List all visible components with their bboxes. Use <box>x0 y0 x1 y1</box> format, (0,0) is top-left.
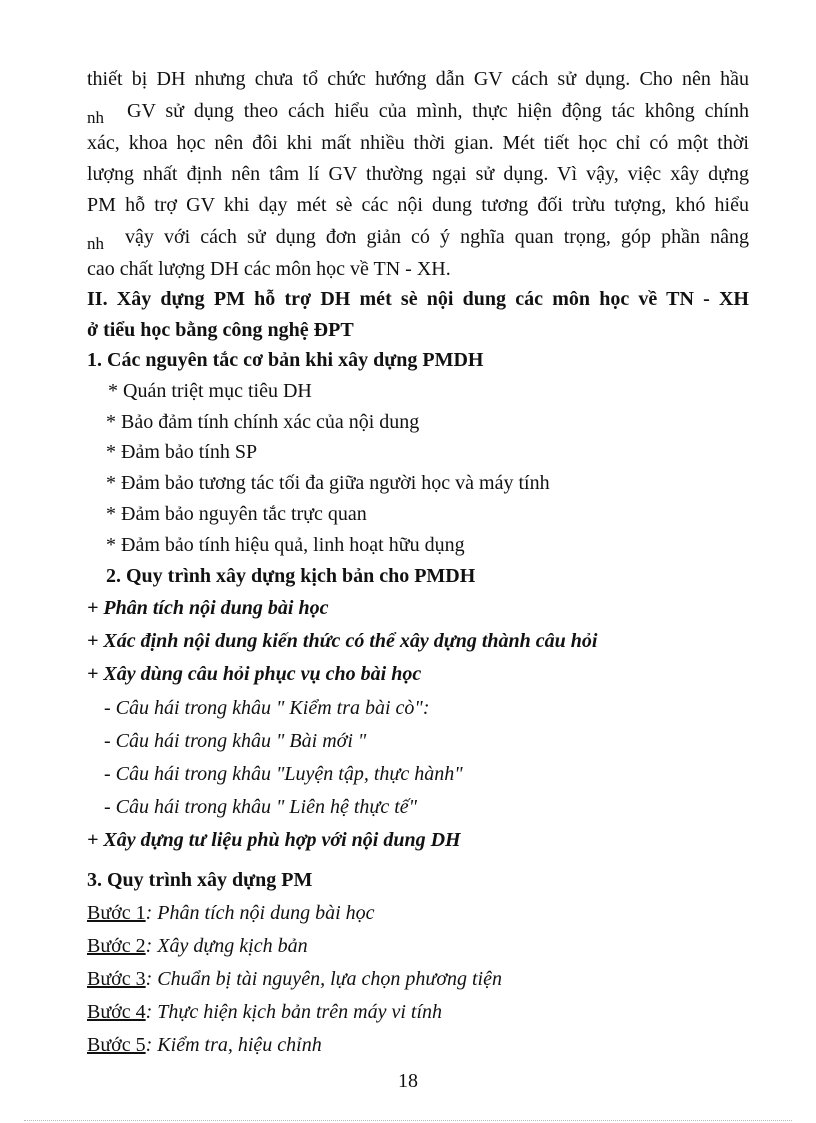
question-item: - Câu hái trong khâu " Bài mới " <box>104 730 367 752</box>
principle-item: * Đảm bảo tương tác tối đa giữa người học và máy tính <box>106 472 550 494</box>
intro-line-2-prefix: nh <box>87 108 104 127</box>
question-item: - Câu hái trong khâu " Kiểm tra bài cò": <box>104 697 430 719</box>
question-item: - Câu hái trong khâu " Liên hệ thực tế" <box>104 796 418 818</box>
step-label: Bước 2 <box>87 935 146 957</box>
intro-line-6-prefix: nh <box>87 234 104 253</box>
step-row <box>87 998 442 1026</box>
principle-item: * Đảm bảo tính hiệu quả, linh hoạt hữu dụng <box>106 534 465 556</box>
step-label: Bước 5 <box>87 1034 146 1056</box>
principle-item: * Đảm bảo nguyên tắc trực quan <box>106 503 367 525</box>
step-row <box>87 965 502 993</box>
sub2-point-1: + Phân tích nội dung bài học <box>87 597 329 619</box>
intro-line-6 <box>87 223 749 252</box>
step-text: : Phân tích nội dung bài học <box>145 902 375 924</box>
page-number: 18 <box>398 1070 418 1092</box>
question-item: - Câu hái trong khâu "Luyện tập, thực hành" <box>104 763 463 785</box>
intro-line-2 <box>87 97 749 126</box>
section-ii-heading-line-2: ở tiểu học bằng công nghệ ĐPT <box>87 319 354 341</box>
principle-item: * Bảo đảm tính chính xác của nội dung <box>106 411 420 433</box>
principle-item: * Quán triệt mục tiêu DH <box>108 380 312 402</box>
step-label: Bước 1 <box>87 902 146 924</box>
sub2-point-3: + Xây dùng câu hỏi phục vụ cho bài học <box>87 663 422 685</box>
intro-line-5: PM hỗ trợ GV khi dạy mét sè các nội dung tương đối trừu tượng, khó hiểu <box>87 194 749 216</box>
step-text: : Chuẩn bị tài nguyên, lựa chọn phương tiện <box>145 968 502 990</box>
sub1-heading: 1. Các nguyên tắc cơ bản khi xây dựng PMDH <box>87 349 484 371</box>
intro-line-4: lượng nhất định nên tâm lí GV thường ngại sử dụng. Vì vậy, việc xây dựng <box>87 163 749 185</box>
intro-line-7: cao chất lượng DH các môn học về TN - XH. <box>87 258 451 280</box>
sub2-point-2: + Xác định nội dung kiến thức có thể xây dựng thành câu hỏi <box>87 630 598 652</box>
step-label: Bước 4 <box>87 1001 146 1023</box>
step-row <box>87 899 375 927</box>
step-row <box>87 932 308 960</box>
step-text: : Thực hiện kịch bản trên máy vi tính <box>145 1001 443 1023</box>
page-bottom-divider <box>24 1120 792 1121</box>
intro-line-6-text: vậy với cách sử dụng đơn giản có ý nghĩa quan trọng, góp phần nâng <box>125 226 749 248</box>
intro-line-3: xác, khoa học nên đôi khi mất nhiều thời gian. Mét tiết học chỉ có một thời <box>87 132 749 154</box>
sub2-point-4: + Xây dựng tư liệu phù hợp với nội dung DH <box>87 829 461 851</box>
intro-line-1: thiết bị DH nhưng chưa tổ chức hướng dẫn GV cách sử dụng. Cho nên hầu <box>87 68 749 90</box>
step-row <box>87 1031 322 1059</box>
section-ii-heading-line-1: II. Xây dựng PM hỗ trợ DH mét sè nội dung các môn học về TN - XH <box>87 288 749 310</box>
step-label: Bước 3 <box>87 968 146 990</box>
intro-line-2-text: GV sử dụng theo cách hiểu của mình, thực hiện động tác không chính <box>127 100 749 122</box>
sub3-heading: 3. Quy trình xây dựng PM <box>87 869 313 891</box>
sub2-heading: 2. Quy trình xây dựng kịch bản cho PMDH <box>106 565 476 587</box>
step-text: : Xây dựng kịch bản <box>145 935 308 957</box>
principle-item: * Đảm bảo tính SP <box>106 441 258 463</box>
step-text: : Kiểm tra, hiệu chỉnh <box>145 1034 322 1056</box>
